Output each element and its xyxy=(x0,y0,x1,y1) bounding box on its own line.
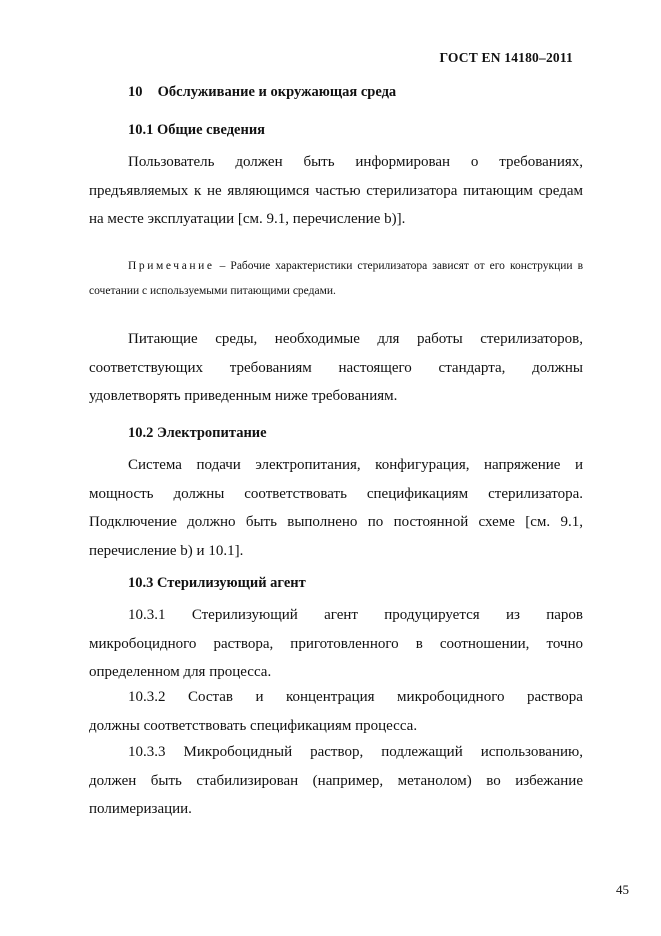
word: Микробоцидный xyxy=(183,744,293,760)
item-10-3-3-first-line xyxy=(89,738,583,767)
item-10-3-2-continuation: должны соответствовать спецификациям процесса. xyxy=(89,717,418,734)
word: Состав xyxy=(187,689,233,705)
item-10-3-2-first-line xyxy=(89,683,583,712)
item-10-3-1 xyxy=(89,601,583,687)
section-number: 10 xyxy=(128,84,143,100)
word: использованию, xyxy=(480,744,583,760)
word: концентрация xyxy=(285,689,375,705)
paragraph-10-2: Система подачи электропитания, конфигурация, напряжение и мощность должны соответствовать спецификациям стерилизатора. Подключение должно быть выполнено по постоянной схеме [см. 9.1, перечисление b) и 10.1]. xyxy=(89,457,583,559)
subsection-heading-10-3: 10.3 Стерилизующий агент xyxy=(128,575,306,591)
word: Стерилизующий xyxy=(191,607,298,623)
word: раствора xyxy=(526,689,583,705)
item-10-3-1-first-line xyxy=(89,601,583,630)
item-10-3-1-continuation: микробоцидного раствора, приготовленного в соотношении, точно определенном для процесса. xyxy=(89,635,583,680)
paragraph-10-1-intro: Пользователь должен быть информирован о требованиях, предъявляемых к не являющимся частью стерилизатора питающим средам на месте эксплуатации [см. 9.1, перечисление b)]. xyxy=(89,154,583,227)
item-10-3-3 xyxy=(89,738,583,824)
paragraph-10-1-supply: Питающие среды, необходимые для работы стерилизаторов, соответствующих требованиям настоящего стандарта, должны удовлетворять приведенным ниже требованиям. xyxy=(89,331,583,404)
subsection-heading-10-1: 10.1 Общие сведения xyxy=(128,122,266,138)
word: и xyxy=(255,689,264,705)
section-title: Обслуживание и окружающая среда xyxy=(157,84,397,100)
page-number: 45 xyxy=(616,882,629,897)
item-number: 10.3.3 xyxy=(128,744,166,760)
word: агент xyxy=(324,607,358,623)
standard-header: ГОСТ EN 14180–2011 xyxy=(439,50,573,65)
word: раствор, xyxy=(310,744,364,760)
note-text: – Рабочие характеристики стерилизатора зависят от его конструкции в сочетании с используемыми питающими средами. xyxy=(89,260,583,297)
word: микробоцидного xyxy=(397,689,505,705)
section-heading xyxy=(128,84,396,101)
item-number: 10.3.1 xyxy=(128,607,166,623)
note-paragraph xyxy=(89,254,583,303)
word: из xyxy=(505,607,520,623)
word: продуцируется xyxy=(384,607,480,623)
item-10-3-2 xyxy=(89,683,583,740)
word: паров xyxy=(546,607,583,623)
item-10-3-3-continuation: должен быть стабилизирован (например, метанолом) во избежание полимеризации. xyxy=(89,772,583,817)
item-number: 10.3.2 xyxy=(128,689,166,705)
word: подлежащий xyxy=(381,744,463,760)
subsection-heading-10-2: 10.2 Электропитание xyxy=(128,425,267,441)
note-label: Примечание xyxy=(128,260,215,272)
